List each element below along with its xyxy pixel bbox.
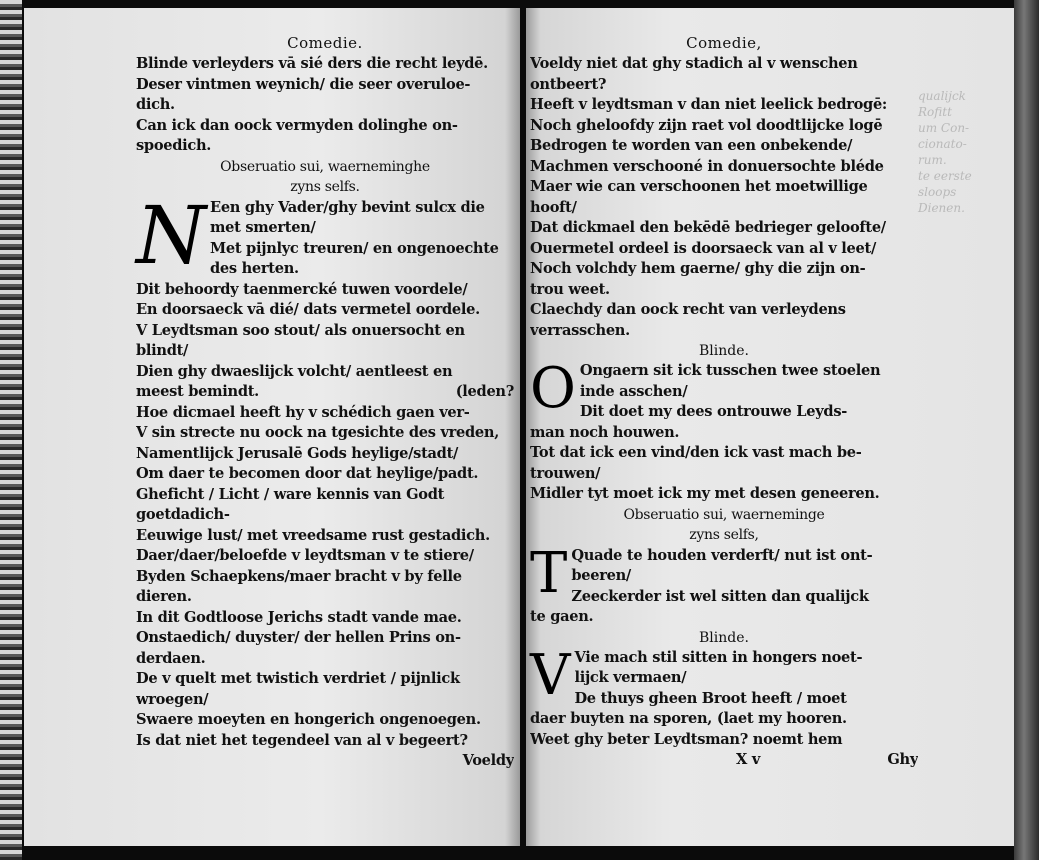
text-line: Tot dat ick een vind/den ick vast mach be-: [530, 444, 862, 461]
right-running-head: Comedie,: [686, 34, 762, 52]
text-line: spoedich.: [136, 137, 212, 154]
drop-cap-initial: V: [530, 642, 571, 708]
drop-cap-initial: T: [530, 540, 568, 606]
text-line: Met pijnlyc treuren/ en ongenoechte: [210, 239, 499, 257]
text-line: Noch gheloofdy zijn raet vol doodtlijcke logē: [530, 116, 883, 134]
text-line: Weet ghy beter Leydtsman? noemt hem: [530, 730, 843, 748]
text-line: Heeft v leydtsman v dan niet leelick bedrogē:: [530, 96, 888, 113]
text-line: Blinde verleyders vā sié ders die recht leydē.: [136, 55, 488, 72]
text-line: Dien ghy dwaeslijck volcht/ aentleest en: [136, 362, 453, 380]
text-line: Quade te houden verderft/ nut ist ont-: [571, 546, 873, 564]
catchword: Voeldy: [462, 752, 514, 769]
text-line: met smerten/: [210, 219, 316, 236]
footer-line: [530, 750, 918, 771]
obs-heading-sub: zyns selfs.: [290, 179, 360, 195]
text-line: Eeuwige lust/ met vreedsame rust gestadich.: [136, 526, 490, 544]
text-line: V sin strecte nu oock na tgesichte des vreden,: [136, 424, 499, 441]
text-line: des herten.: [210, 260, 299, 277]
text-line: beeren/: [571, 567, 631, 584]
text-line: Daer/daer/beloefde v leydtsman v te stiere/: [136, 547, 474, 564]
page-stack-edge: [1014, 0, 1039, 860]
text-line: Byden Schaepkens/maer bracht v by felle: [136, 567, 462, 585]
bleed-line: te eerste: [918, 169, 972, 183]
text-line: Vie mach stil sitten in hongers noet-: [574, 648, 863, 666]
aside-word: (leden?: [455, 383, 514, 400]
text-line: Namentlijck Jerusalē Gods heylige/stadt/: [136, 444, 459, 462]
drop-cap-initial: N: [136, 188, 206, 282]
text-line: Maer wie can verschoonen het moetwillige: [530, 178, 868, 195]
obs-heading: Obseruatio sui, waerneminghe: [220, 158, 430, 175]
bleed-line: Rofitt: [918, 105, 952, 119]
text-line: Deser vintmen weynich/ die seer overuloe-: [136, 75, 471, 93]
text-line: Noch volchdy hem gaerne/ ghy die zijn on-: [530, 260, 866, 277]
text-fragment: meest bemindt.: [136, 383, 259, 400]
text-line: inde asschen/: [579, 382, 688, 400]
text-line: goetdadich-: [136, 506, 230, 523]
text-line: V Leydtsman soo stout/ als onuersocht en: [136, 321, 465, 339]
text-line: Om daer te becomen door dat heylige/padt.: [136, 465, 479, 482]
text-line-with-aside: [136, 382, 514, 403]
text-line: Onstaedich/ duyster/ der hellen Prins on-: [136, 629, 461, 646]
text-line: te gaen.: [530, 608, 594, 625]
text-line: trouwen/: [530, 464, 601, 482]
right-block3: [530, 540, 918, 628]
bleed-through-text: [918, 88, 976, 216]
text-line: dieren.: [136, 588, 192, 605]
obs-heading: Obseruatio sui, waerneminge: [623, 506, 825, 523]
text-line: man noch houwen.: [530, 423, 680, 441]
text-line: Ongaern sit ick tusschen twee stoelen: [579, 362, 881, 379]
left-page: [24, 8, 520, 846]
text-line: trou weet.: [530, 280, 610, 298]
bleed-line: rum.: [918, 153, 947, 167]
text-line: Hoe dicmael heeft hy v schédich gaen ver-: [136, 403, 470, 421]
drop-cap-initial: O: [530, 356, 576, 421]
text-line: Bedrogen te worden van een onbekende/: [530, 137, 853, 154]
catchword: Ghy: [887, 751, 918, 768]
text-line: Swaere moeyten en hongerich ongenoegen.: [136, 711, 481, 728]
text-line: Dat dickmael den bekēdē bedrieger geloofte/: [530, 219, 886, 236]
right-block2: [530, 356, 918, 505]
text-line: Claechdy dan oock recht van verleydens: [530, 301, 846, 318]
text-line: Zeeckerder ist wel sitten dan qualijck: [571, 587, 869, 605]
text-line: Voeldy niet dat ghy stadich al v wenschen: [530, 55, 858, 72]
text-line: De v quelt met twistich verdriet / pijnlick: [136, 670, 460, 687]
text-line: Dit doet my dees ontrouwe Leyds-: [579, 403, 848, 420]
text-line: En doorsaeck vā dié/ dats vermetel oordele.: [136, 301, 480, 318]
right-page: [526, 8, 1014, 846]
text-line: verrasschen.: [530, 321, 630, 339]
text-line: Midler tyt moet ick my met desen geneeren.: [530, 485, 880, 502]
text-line: Een ghy Vader/ghy bevint sulcx die: [210, 198, 485, 216]
text-line: lijck vermaen/: [574, 669, 687, 686]
right-block4: [530, 642, 918, 751]
text-line: Is dat niet het tegendeel van al v begeert?: [136, 731, 468, 749]
text-line: ontbeert?: [530, 75, 607, 93]
bleed-line: cionato-: [918, 137, 967, 151]
signature-mark: X v: [736, 751, 760, 768]
text-line: derdaen.: [136, 649, 206, 667]
bleed-line: qualijck: [918, 89, 966, 103]
left-block3: [136, 280, 514, 752]
text-line: Can ick dan oock vermyden dolinghe on-: [136, 116, 458, 134]
role-heading: Blinde.: [699, 629, 749, 646]
text-line: In dit Godtloose Jerichs stadt vande mae.: [136, 608, 462, 626]
text-line: Ouermetel ordeel is doorsaeck van al v leet/: [530, 239, 876, 257]
bleed-line: Dienen.: [918, 201, 965, 215]
book-binding-edge: [0, 0, 22, 860]
text-line: hooft/: [530, 198, 577, 216]
left-block1: [136, 54, 514, 157]
text-line: Gheficht / Licht / ware kennis van Godt: [136, 485, 445, 503]
obs-heading-sub: zyns selfs,: [689, 527, 759, 543]
left-block2: [136, 188, 514, 282]
text-line: blindt/: [136, 342, 189, 359]
text-line: dich.: [136, 96, 175, 113]
text-line: Dit behoordy taenmercké tuwen voordele/: [136, 280, 468, 298]
left-running-head: Comedie.: [287, 34, 363, 52]
bleed-line: sloops: [918, 185, 957, 199]
role-heading: Blinde.: [699, 343, 749, 359]
text-line: De thuys gheen Broot heeft / moet: [574, 689, 847, 707]
right-block1: [530, 54, 918, 341]
text-line: daer buyten na sporen, (laet my hooren.: [530, 710, 847, 727]
bleed-line: um Con-: [918, 121, 970, 135]
text-line: Machmen verschooné in donuersochte bléde: [530, 157, 884, 175]
text-line: wroegen/: [136, 690, 209, 708]
